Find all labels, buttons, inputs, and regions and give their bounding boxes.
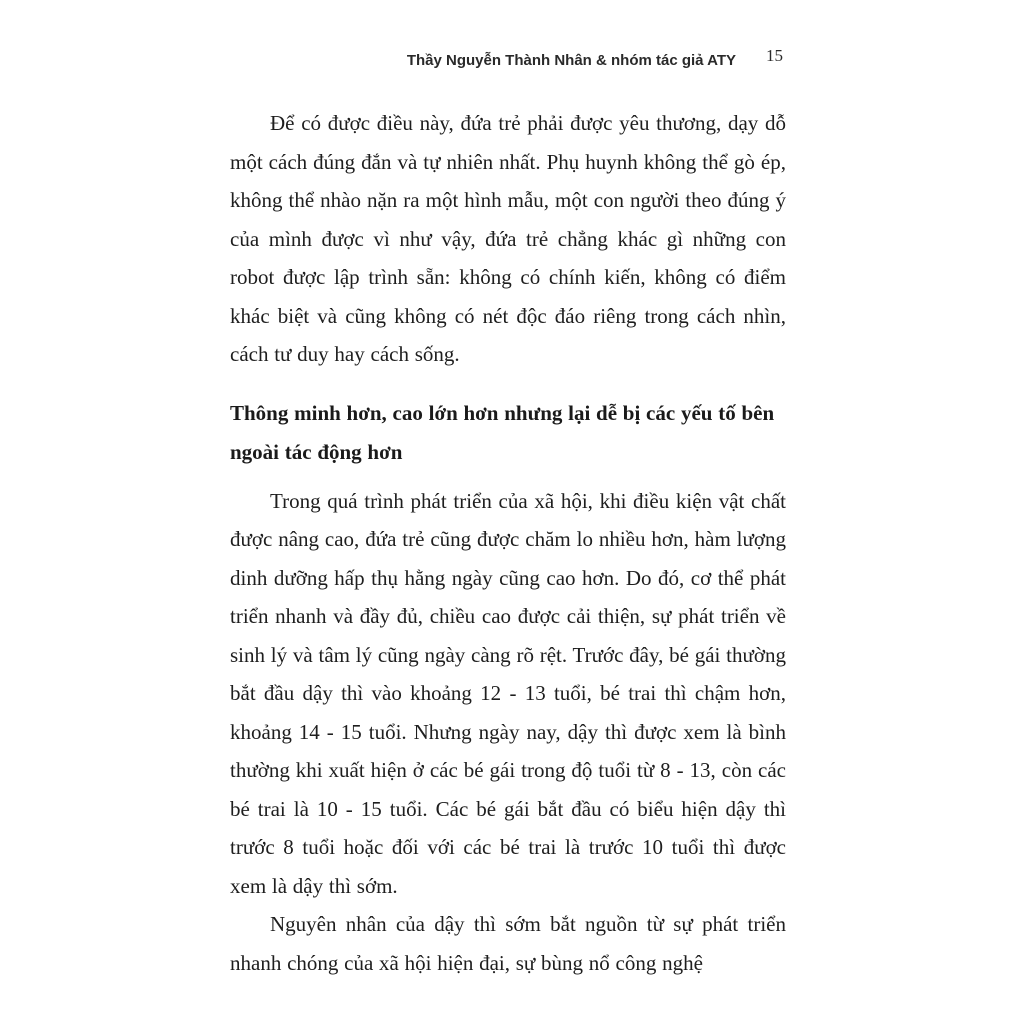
running-title: Thầy Nguyễn Thành Nhân & nhóm tác giả ATY (406, 52, 736, 69)
page-body (230, 104, 786, 982)
paragraph-2: Trong quá trình phát triển của xã hội, khi điều kiện vật chất được nâng cao, đứa trẻ cũng được chăm lo nhiều hơn, hàm lượng dinh dưỡng hấp thụ hằng ngày cũng cao hơn. Do đó, cơ thể phát triển nhanh và đầy đủ, chiều cao được cải thiện, sự phát triển về sinh lý và tâm lý cũng ngày càng rõ rệt. Trước đây, bé gái thường bắt đầu dậy thì vào khoảng 12 - 13 tuổi, bé trai thì chậm hơn, khoảng 14 - 15 tuổi. Nhưng ngày nay, dậy thì được xem là bình thường khi xuất hiện ở các bé gái trong độ tuổi từ 8 - 13, còn các bé trai là 10 - 15 tuổi. Các bé gái bắt đầu có biểu hiện dậy thì trước 8 tuổi hoặc đối với các bé trai là trước 10 tuổi thì được xem là dậy thì sớm. (230, 488, 786, 898)
running-header (0, 46, 1024, 76)
paragraph-3: Nguyên nhân của dậy thì sớm bắt nguồn từ sự phát triển nhanh chóng của xã hội hiện đại, sự bùng nổ công nghệ (230, 912, 786, 975)
section-heading: Thông minh hơn, cao lớn hơn nhưng lại dễ bị các yếu tố bên ngoài tác động hơn (230, 400, 775, 464)
paragraph-1: Để có được điều này, đứa trẻ phải được yêu thương, dạy dỗ một cách đúng đắn và tự nhiên nhất. Phụ huynh không thể gò ép, không thể nhào nặn ra một hình mẫu, một con người theo đúng ý của mình được vì như vậy, đứa trẻ chẳng khác gì những con robot được lập trình sẵn: không có chính kiến, không có điểm khác biệt và cũng không có nét độc đáo riêng trong cách nhìn, cách tư duy hay cách sống. (230, 111, 786, 366)
page-number: 15 (766, 46, 783, 65)
